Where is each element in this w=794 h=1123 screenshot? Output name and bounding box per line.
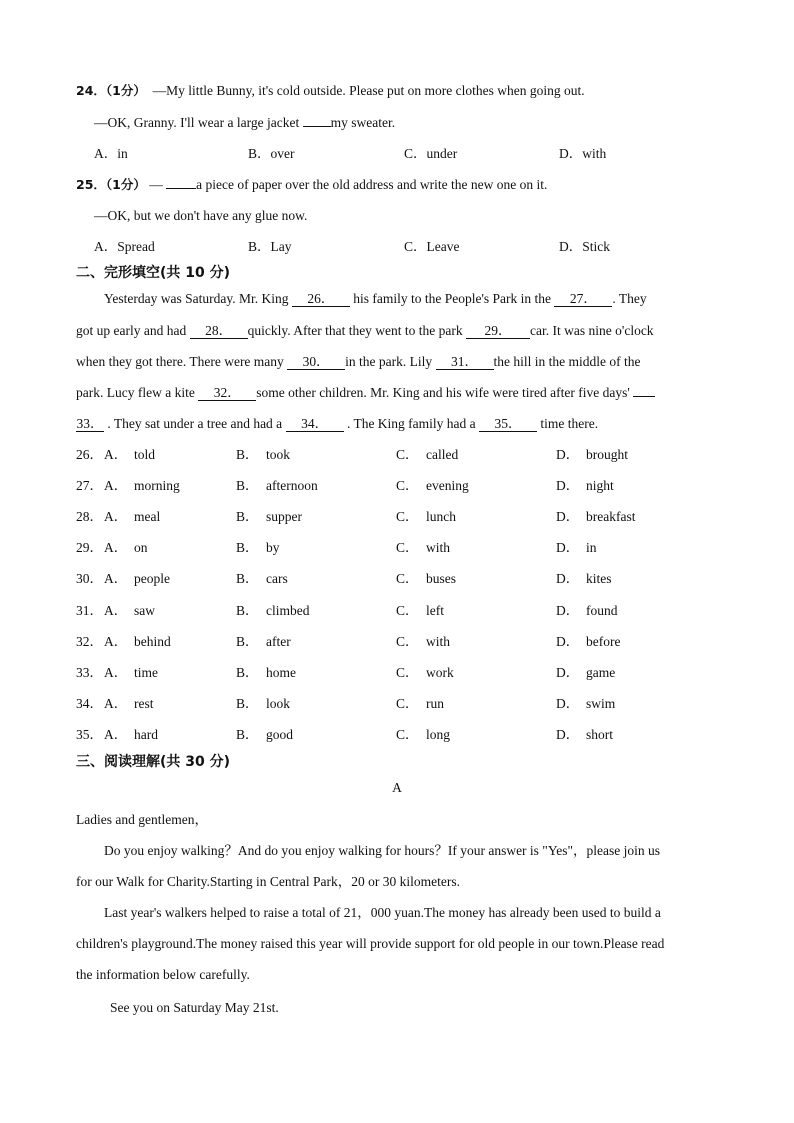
option-letter: A． bbox=[104, 665, 128, 680]
cloze-option-b bbox=[236, 633, 291, 651]
cloze-blank-26: 26． bbox=[292, 291, 350, 307]
question-number: 24． bbox=[76, 83, 106, 98]
question-24-line2 bbox=[94, 114, 395, 132]
question-25-line1 bbox=[76, 176, 547, 194]
section-3-title: 三、阅读理解(共 30 分) bbox=[76, 754, 231, 770]
cloze-option-c bbox=[396, 726, 450, 744]
option-letter: C． bbox=[396, 634, 419, 649]
option-letter: D． bbox=[556, 603, 580, 618]
option-text: people bbox=[134, 571, 170, 586]
cloze-text: got up early and had bbox=[76, 323, 190, 338]
option-text: saw bbox=[134, 603, 155, 618]
option-text: cars bbox=[266, 571, 288, 586]
option-text: short bbox=[586, 727, 613, 742]
option-d: D．with bbox=[559, 146, 607, 161]
question-score: （1分） bbox=[105, 83, 146, 98]
option-text: found bbox=[586, 603, 618, 618]
cloze-option-c bbox=[396, 602, 444, 620]
option-text: told bbox=[134, 447, 156, 462]
cloze-option-b bbox=[236, 477, 318, 495]
option-text: swim bbox=[586, 696, 616, 711]
cloze-blank-34: 34． bbox=[286, 416, 344, 432]
option-letter: D． bbox=[556, 634, 580, 649]
option-text: behind bbox=[134, 634, 171, 649]
option-text: took bbox=[266, 447, 291, 462]
question-text: a piece of paper over the old address and write the new one on it. bbox=[196, 177, 548, 192]
option-letter: D． bbox=[556, 478, 580, 493]
option-c: C．under bbox=[404, 146, 458, 161]
cloze-option-a bbox=[104, 695, 154, 713]
option-letter: B． bbox=[236, 509, 259, 524]
cloze-line-3 bbox=[76, 353, 641, 371]
option-text: hard bbox=[134, 727, 158, 742]
option-letter: B． bbox=[236, 603, 259, 618]
cloze-option-c bbox=[396, 695, 444, 713]
option-text: buses bbox=[426, 571, 456, 586]
passage-paragraph-2-line-1: Last year's walkers helped to raise a total of 21，000 yuan.The money has already been used to build a bbox=[104, 905, 661, 920]
option-letter: A． bbox=[104, 696, 128, 711]
option-text: night bbox=[586, 478, 614, 493]
cloze-option-b bbox=[236, 508, 302, 526]
option-text: work bbox=[426, 665, 454, 680]
cloze-question-number: 30． bbox=[76, 571, 103, 586]
option-a: A．in bbox=[94, 146, 128, 161]
cloze-blank-33: 33． bbox=[76, 416, 104, 431]
question-score: （1分） bbox=[105, 177, 146, 192]
cloze-option-c bbox=[396, 539, 450, 557]
option-text: kites bbox=[586, 571, 612, 586]
option-text: after bbox=[266, 634, 291, 649]
cloze-question-number: 27． bbox=[76, 478, 103, 493]
option-text: game bbox=[586, 665, 616, 680]
cloze-blank-35: 35． bbox=[479, 416, 537, 432]
option-letter: A． bbox=[104, 540, 128, 555]
option-text: climbed bbox=[266, 603, 310, 618]
cloze-option-c bbox=[396, 664, 454, 682]
cloze-line-2 bbox=[76, 322, 654, 340]
cloze-text: car. It was nine o'clock bbox=[530, 323, 654, 338]
cloze-option-c bbox=[396, 633, 450, 651]
option-text: left bbox=[426, 603, 444, 618]
passage-label: A bbox=[392, 780, 402, 795]
cloze-option-a bbox=[104, 664, 158, 682]
option-text: long bbox=[426, 727, 451, 742]
cloze-text: . The King family had a bbox=[343, 416, 480, 431]
question-text: —OK, Granny. I'll wear a large jacket bbox=[94, 115, 303, 130]
cloze-text: . They sat under a tree and had a bbox=[104, 416, 286, 431]
option-letter: C． bbox=[396, 665, 419, 680]
option-letter: D． bbox=[556, 540, 580, 555]
cloze-text: when they got there. There were many bbox=[76, 354, 288, 369]
option-letter: A． bbox=[104, 603, 128, 618]
option-text: on bbox=[134, 540, 148, 555]
cloze-question-number: 32． bbox=[76, 634, 103, 649]
option-letter: B． bbox=[236, 727, 259, 742]
answer-blank bbox=[303, 126, 331, 127]
cloze-option-d bbox=[556, 539, 597, 557]
cloze-option-c bbox=[396, 570, 456, 588]
passage-greeting: Ladies and gentlemen， bbox=[76, 812, 208, 827]
option-letter: A． bbox=[104, 571, 128, 586]
passage-paragraph-2-line-3: the information below carefully. bbox=[76, 967, 250, 982]
option-text: evening bbox=[426, 478, 469, 493]
option-text: in bbox=[586, 540, 597, 555]
option-letter: A． bbox=[104, 727, 128, 742]
option-text: meal bbox=[134, 509, 161, 524]
passage-paragraph-1-line-2: for our Walk for Charity.Starting in Central Park，20 or 30 kilometers. bbox=[76, 874, 460, 889]
option-text: with bbox=[426, 634, 451, 649]
option-b: B．over bbox=[248, 146, 295, 161]
cloze-text: quickly. After that they went to the park bbox=[247, 323, 467, 338]
option-letter: B． bbox=[236, 478, 259, 493]
option-letter: C． bbox=[396, 478, 419, 493]
cloze-option-d bbox=[556, 570, 612, 588]
cloze-option-a bbox=[104, 477, 180, 495]
cloze-blank-27: 27． bbox=[554, 291, 612, 307]
cloze-blank-33-start bbox=[633, 396, 655, 397]
section-2-title: 二、完形填空(共 10 分) bbox=[76, 265, 231, 281]
option-letter: C． bbox=[396, 696, 419, 711]
option-text: before bbox=[586, 634, 621, 649]
option-letter: A． bbox=[104, 634, 128, 649]
cloze-option-d bbox=[556, 695, 615, 713]
option-letter: B． bbox=[236, 665, 259, 680]
cloze-blank-29: 29． bbox=[466, 323, 530, 339]
option-text: brought bbox=[586, 447, 628, 462]
option-letter: C． bbox=[396, 447, 419, 462]
option-text: lunch bbox=[426, 509, 456, 524]
option-letter: A． bbox=[104, 478, 128, 493]
option-text: rest bbox=[134, 696, 154, 711]
option-text: good bbox=[266, 727, 293, 742]
answer-blank bbox=[166, 188, 196, 189]
cloze-text: in the park. Lily bbox=[345, 354, 436, 369]
cloze-blank-32: 32． bbox=[198, 385, 256, 401]
cloze-option-b bbox=[236, 726, 293, 744]
cloze-line-1 bbox=[104, 290, 647, 308]
option-letter: B． bbox=[236, 634, 259, 649]
cloze-option-d bbox=[556, 446, 628, 464]
cloze-text: time there. bbox=[537, 416, 599, 431]
cloze-text: his family to the People's Park in the bbox=[349, 291, 555, 306]
question-text: my sweater. bbox=[330, 115, 396, 130]
cloze-option-a bbox=[104, 570, 170, 588]
option-letter: C． bbox=[396, 571, 419, 586]
cloze-option-b bbox=[236, 602, 310, 620]
cloze-option-c bbox=[396, 446, 458, 464]
cloze-line-4 bbox=[76, 384, 655, 402]
question-25-line2: —OK, but we don't have any glue now. bbox=[94, 208, 308, 223]
question-24-line1 bbox=[76, 82, 585, 100]
option-text: morning bbox=[134, 478, 180, 493]
option-letter: A． bbox=[104, 509, 128, 524]
option-b: B．Lay bbox=[248, 239, 292, 254]
cloze-option-c bbox=[396, 477, 469, 495]
cloze-blank-31: 31． bbox=[436, 354, 494, 370]
option-letter: C． bbox=[396, 540, 419, 555]
passage-paragraph-2-line-2: children's playground.The money raised this year will provide support for old people in our town.Please read bbox=[76, 936, 665, 951]
cloze-option-c bbox=[396, 508, 456, 526]
option-text: called bbox=[426, 447, 459, 462]
option-d: D．Stick bbox=[559, 239, 611, 254]
cloze-option-a bbox=[104, 446, 155, 464]
question-text: —My little Bunny, it's cold outside. Please put on more clothes when going out. bbox=[152, 83, 585, 98]
cloze-option-d bbox=[556, 664, 615, 682]
cloze-line-5 bbox=[76, 415, 598, 433]
question-text: — bbox=[145, 177, 167, 192]
cloze-question-number: 35． bbox=[76, 727, 103, 742]
option-c: C．Leave bbox=[404, 239, 460, 254]
cloze-option-b bbox=[236, 695, 290, 713]
cloze-blank-30: 30． bbox=[287, 354, 345, 370]
cloze-text: the hill in the middle of the bbox=[493, 354, 641, 369]
option-letter: C． bbox=[396, 603, 419, 618]
cloze-option-b bbox=[236, 664, 296, 682]
cloze-question-number: 33． bbox=[76, 665, 103, 680]
cloze-option-d bbox=[556, 633, 620, 651]
option-letter: B． bbox=[236, 540, 259, 555]
option-text: with bbox=[426, 540, 451, 555]
option-letter: D． bbox=[556, 571, 580, 586]
option-letter: C． bbox=[396, 509, 419, 524]
option-text: breakfast bbox=[586, 509, 636, 524]
cloze-option-d bbox=[556, 726, 613, 744]
option-letter: D． bbox=[556, 727, 580, 742]
option-text: afternoon bbox=[266, 478, 318, 493]
question-number: 25． bbox=[76, 177, 106, 192]
cloze-option-b bbox=[236, 446, 290, 464]
option-letter: B． bbox=[236, 696, 259, 711]
option-text: by bbox=[266, 540, 280, 555]
cloze-text: some other children. Mr. King and his wife were tired after five days' bbox=[256, 385, 634, 400]
cloze-question-number: 31． bbox=[76, 603, 103, 618]
option-text: look bbox=[266, 696, 291, 711]
option-text: run bbox=[426, 696, 444, 711]
cloze-option-d bbox=[556, 602, 618, 620]
passage-paragraph-1-line-1: Do you enjoy walking？And do you enjoy walking for hours？If your answer is "Yes"，please join us bbox=[104, 843, 660, 858]
option-letter: A． bbox=[104, 447, 128, 462]
cloze-option-b bbox=[236, 539, 280, 557]
passage-closing: See you on Saturday May 21st. bbox=[110, 1000, 279, 1015]
option-letter: D． bbox=[556, 665, 580, 680]
option-letter: D． bbox=[556, 447, 580, 462]
option-text: time bbox=[134, 665, 158, 680]
cloze-option-a bbox=[104, 633, 171, 651]
cloze-option-a bbox=[104, 508, 160, 526]
cloze-question-number: 26． bbox=[76, 447, 103, 462]
option-text: supper bbox=[266, 509, 302, 524]
cloze-text: park. Lucy flew a kite bbox=[76, 385, 199, 400]
cloze-question-number: 29． bbox=[76, 540, 103, 555]
cloze-text: . They bbox=[612, 291, 647, 306]
option-letter: D． bbox=[556, 509, 580, 524]
cloze-option-d bbox=[556, 477, 614, 495]
cloze-option-b bbox=[236, 570, 288, 588]
cloze-option-a bbox=[104, 602, 155, 620]
cloze-option-a bbox=[104, 726, 158, 744]
option-letter: B． bbox=[236, 447, 259, 462]
cloze-blank-28: 28． bbox=[190, 323, 248, 339]
option-letter: C． bbox=[396, 727, 419, 742]
option-text: home bbox=[266, 665, 296, 680]
cloze-option-d bbox=[556, 508, 635, 526]
cloze-question-number: 34． bbox=[76, 696, 103, 711]
option-letter: D． bbox=[556, 696, 580, 711]
option-letter: B． bbox=[236, 571, 259, 586]
cloze-question-number: 28． bbox=[76, 509, 103, 524]
cloze-text: Yesterday was Saturday. Mr. King bbox=[104, 291, 292, 306]
option-a: A．Spread bbox=[94, 239, 155, 254]
cloze-option-a bbox=[104, 539, 148, 557]
